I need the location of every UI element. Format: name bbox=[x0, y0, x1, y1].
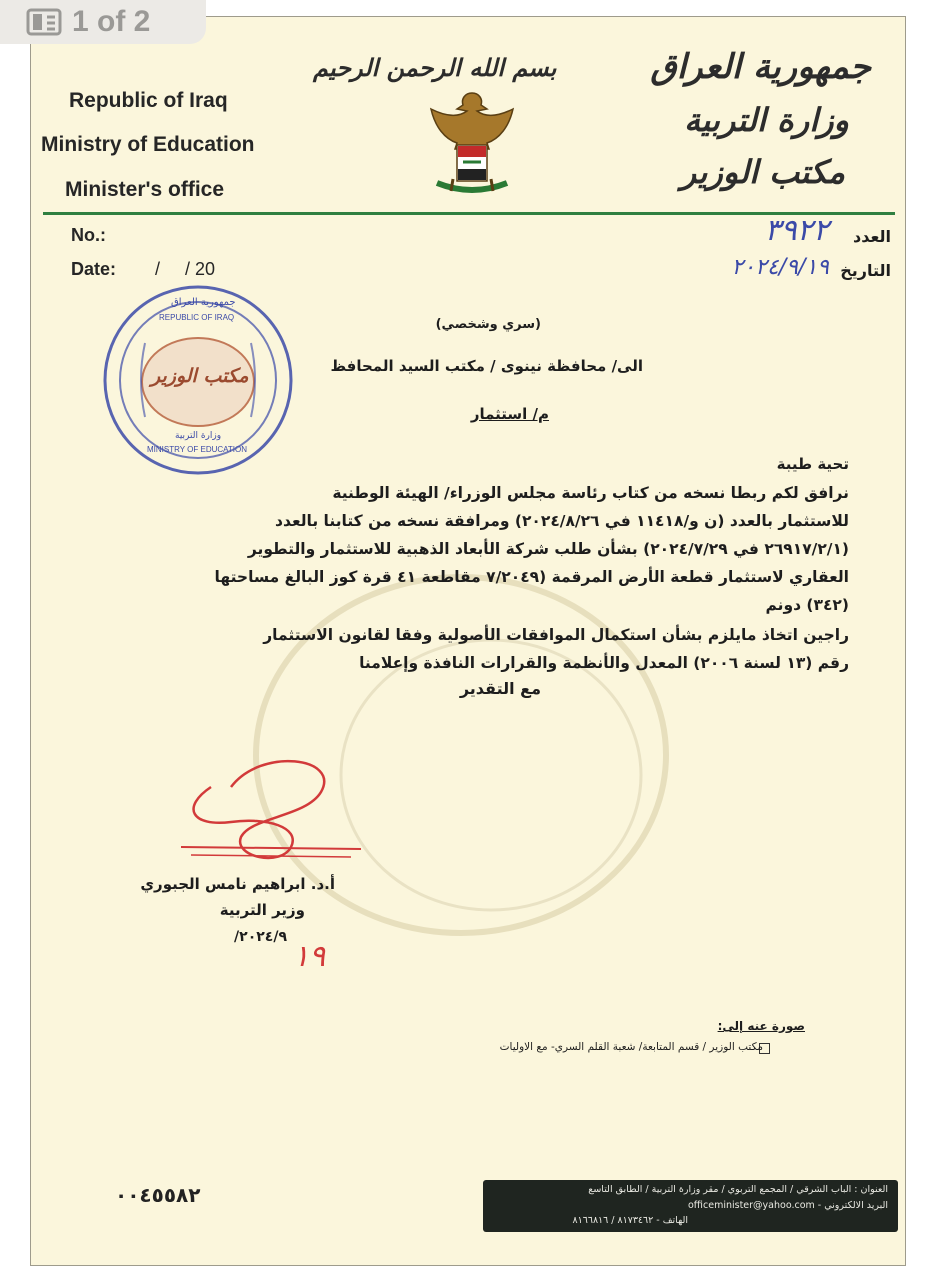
date-label: Date: bbox=[71, 259, 117, 279]
ar-no-label: العدد bbox=[853, 227, 891, 246]
footer-email: البريد الالكتروني - officeminister@yahoo.com bbox=[688, 1200, 888, 1211]
recipient: الى/ محافظة نينوى / مكتب السيد المحافظ bbox=[330, 357, 643, 375]
header-en-office: Minister's office bbox=[65, 178, 225, 201]
greeting: تحية طيبة bbox=[776, 455, 849, 473]
stamp-en-top: REPUBLIC OF IRAQ bbox=[159, 313, 235, 322]
iraq-eagle-emblem bbox=[417, 87, 527, 199]
stamp-center: مكتب الوزير bbox=[151, 365, 249, 387]
header-en-republic: Republic of Iraq bbox=[69, 89, 228, 112]
page-indicator-label: 1 of 2 bbox=[72, 5, 151, 38]
basmala: بسم الله الرحمن الرحيم bbox=[313, 53, 557, 82]
footer-phones: الهاتف - ٨١٧٣٤٦٢ / ٨١٦٦٨١٦ bbox=[572, 1215, 688, 1226]
header-ar-ministry: وزارة التربية bbox=[684, 101, 849, 139]
signatory-title: وزير التربية bbox=[219, 901, 305, 919]
body-line-5: (٣٤٢) دونم bbox=[765, 596, 849, 614]
header-ar-republic: جمهورية العراق bbox=[650, 47, 871, 87]
cc-item: مكتب الوزير / قسم المتابعة/ شعبة القلم السري- مع الاوليات bbox=[499, 1041, 763, 1053]
body-line-4: العقاري لاستثمار قطعة الأرض المرقمة (٧/٢٠٤٩ مقاطعة ٤١ قرة كوز البالغ مساحتها bbox=[214, 568, 849, 586]
ar-no-value: ٣٩٢٢ bbox=[764, 213, 829, 248]
letter-page bbox=[30, 16, 906, 1266]
footer-bar bbox=[483, 1180, 898, 1232]
closing: مع التقدير bbox=[459, 679, 541, 698]
body-line-2: للاستثمار بالعدد (ن و/١١٤١٨ في ٢٠٢٤/٨/٢٦) ومرافقة نسخه من كتابنا بالعدد bbox=[275, 512, 849, 530]
pages-icon bbox=[26, 8, 62, 36]
office-stamp bbox=[101, 283, 295, 477]
header-ar-office: مكتب الوزير bbox=[680, 153, 845, 191]
no-label: No.: bbox=[71, 225, 106, 245]
body-line-6: راجين اتخاذ مايلزم بشأن استكمال الموافقات الأصولية وفقا لقانون الاستثمار bbox=[263, 626, 849, 644]
stamp-en-bottom: MINISTRY OF EDUCATION bbox=[147, 445, 248, 454]
page-indicator[interactable] bbox=[0, 0, 206, 44]
serial-number: ٠٠٤٥٥٨٢ bbox=[115, 1183, 201, 1207]
ar-date-label: التاريخ bbox=[840, 261, 891, 280]
footer-address: العنوان : الباب الشرقي / المجمع التربوي / مقر وزارة التربية / الطابق التاسع bbox=[588, 1184, 888, 1195]
ar-date-value: ٢٠٢٤/٩/١٩ bbox=[731, 255, 829, 280]
body-line-1: نرافق لكم ربطا نسخه من كتاب رئاسة مجلس الوزراء/ الهيئة الوطنية bbox=[332, 484, 849, 502]
subject: م/ استثمار bbox=[470, 405, 549, 423]
cc-label: صورة عنه إلى: bbox=[717, 1019, 805, 1033]
signatory-name: أ.د. ابراهيم نامس الجبوري bbox=[140, 875, 335, 893]
signature-day-handwritten: ١٩ bbox=[293, 939, 326, 974]
classification: (سري وشخصي) bbox=[435, 317, 541, 332]
header-en-ministry: Ministry of Education bbox=[41, 133, 255, 156]
stamp-ar-top: جمهورية العراق bbox=[171, 297, 236, 308]
body-line-7: رقم (١٣ لسنة ٢٠٠٦) المعدل والأنظمة والقرارات النافذة وإعلامنا bbox=[359, 654, 849, 672]
date-value: / / 20 bbox=[155, 259, 216, 279]
body-line-3: (٢٦٩١٧/٢/١ في ٢٠٢٤/٧/٢٩) بشأن طلب شركة الأبعاد الذهبية للاستثمار والتطوير bbox=[247, 540, 849, 558]
signature-date: ٢٠٢٤/٩/ bbox=[234, 929, 287, 945]
signature-scribble bbox=[171, 747, 371, 887]
stamp-ar-bottom: وزارة التربية bbox=[175, 431, 222, 441]
